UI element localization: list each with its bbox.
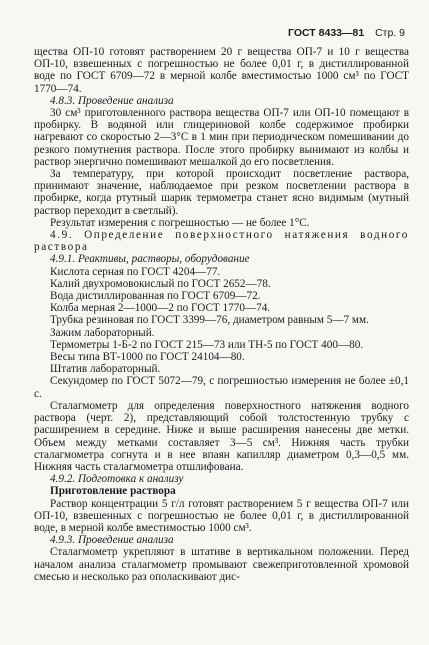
paragraph: Приготовление раствора bbox=[50, 485, 176, 498]
paragraph: щества ОП-10 готовят растворением 20 г вещества ОП-7 и 10 г вещества ОП-10, взвешенных с погрешностью не более 0,01 г, в дистиллированной воде по ГОСТ 6709—72 в мерной колбе вместимостью 1000 см³ по ГОСТ 1770—74. bbox=[34, 46, 409, 95]
paragraph: 4.9. Определение поверхностного натяжения водного раствора bbox=[34, 229, 409, 254]
paragraph: 30 см³ приготовленного раствора вещества ОП-7 или ОП-10 помещают в пробирку. В водяной или глицериновой колбе содержимое пробирки нагревают со скоростью 2—3°С в 1 мин при периодическом помешивании до резкого помутнения раствора. После этого пробирку вынимают из колбы и раствор энергично помешивают мешалкой до его посветления. bbox=[34, 107, 409, 168]
paragraph: Сталагмометр для определения поверхностного натяжения водного раствора (черт. 2), представляющий собой толстостенную трубку с расширением в середине. Ниже и выше расширения нанесены две метки. Объем между метками составляет 3—5 см³. Нижняя часть трубки сталагмометра согнута и в нее впаян капилляр диаметром 0,3—0,5 мм. Нижняя часть сталагмометра отшлифована. bbox=[34, 399, 409, 473]
paragraph: Результат измерения с погрешностью — не более 1°С. bbox=[50, 216, 310, 229]
paragraph: Раствор концентрации 5 г/л готовят растворением 5 г вещества ОП-7 или ОП-10, взвешенных с погрешностью не более 0,01 г, в дистиллированной воде, в мерной колбе вместимостью 1000 см³. bbox=[34, 497, 409, 534]
page-number: Стр. 9 bbox=[375, 27, 405, 39]
paragraph: За температуру, при которой происходит посветление раствора, принимают значение, наблюдаемое при резком посветлении раствора в пробирке, когда ртутный шарик термометра станет ясно видимым (мутный раствор переходит в светлый). bbox=[34, 168, 409, 217]
standard-number: ГОСТ 8433—81 bbox=[288, 27, 365, 39]
paragraph: Вода дистиллированная по ГОСТ 6709—72. bbox=[50, 290, 261, 303]
paragraph: 4.9.1. Реактивы, растворы, оборудование bbox=[50, 253, 250, 266]
page-header bbox=[288, 27, 405, 39]
paragraph: Штатив лабораторный. bbox=[50, 363, 161, 376]
paragraph: Колба мерная 2—1000—2 по ГОСТ 1770—74. bbox=[50, 302, 271, 315]
paragraph: Сталагмометр укрепляют в штативе в вертикальном положении. Перед началом анализа сталагмометр промывают свежеприготовленной хромовой смесью и несколько раз ополаскивают дис- bbox=[34, 546, 409, 583]
paragraph: 4.8.3. Проведение анализа bbox=[50, 94, 174, 107]
paragraph: Весы типа ВТ-1000 по ГОСТ 24104—80. bbox=[50, 351, 245, 364]
paragraph: Секундомер по ГОСТ 5072—79, с погрешностью измерения не более ±0,1 с. bbox=[34, 375, 409, 400]
paragraph: Кислота серная по ГОСТ 4204—77. bbox=[50, 265, 221, 278]
paragraph: Калий двухромовокислый по ГОСТ 2652—78. bbox=[50, 277, 271, 290]
paragraph: Термометры 1-Б-2 по ГОСТ 215—73 или ТН-5 по ГОСТ 400—80. bbox=[50, 338, 364, 351]
document-body bbox=[34, 46, 409, 583]
paragraph: Трубка резиновая по ГОСТ 3399—76, диаметром равным 5—7 мм. bbox=[50, 314, 369, 327]
paragraph: 4.9.2. Подготовка к анализу bbox=[50, 473, 184, 486]
paragraph: Зажим лабораторный. bbox=[50, 326, 155, 339]
paragraph: 4.9.3. Проведение анализа bbox=[50, 534, 174, 547]
